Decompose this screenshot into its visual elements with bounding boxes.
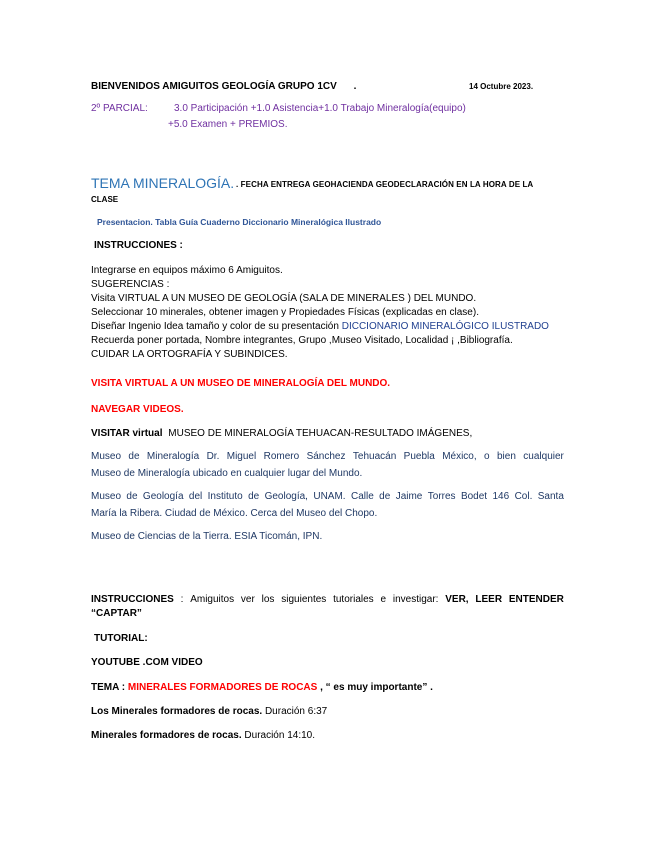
word: Puebla: [403, 451, 435, 462]
word: e: [380, 594, 387, 605]
museo-1-line1: [91, 450, 564, 463]
tema-tutorial-line: [91, 681, 433, 694]
word: cualquier: [523, 451, 564, 462]
instr-line-6: CUIDAR LA ORTOGRAFÍA Y SUBINDICES.: [91, 349, 288, 360]
tutorial-heading: TUTORIAL:: [94, 633, 148, 644]
word: tutoriales: [333, 594, 374, 605]
disenar-prefix: Diseñar Ingenio Idea tamaño y color de su presentación: [91, 321, 342, 332]
word: Geología,: [264, 491, 308, 502]
word: Sánchez: [306, 451, 346, 462]
word: LEER: [475, 594, 503, 605]
word: Tehuacán: [352, 451, 397, 462]
tema-tutorial-rest: , “ es muy importante” .: [320, 682, 433, 693]
instr-line-1: Integrarse en equipos máximo 6 Amiguitos.: [91, 265, 283, 276]
instrucciones2-line2: “CAPTAR”: [91, 608, 142, 619]
word: Santa: [537, 491, 564, 502]
museo-2-line2: María la Ribera. Ciudad de México. Cerca del Museo del Chopo.: [91, 508, 378, 519]
word: Dr.: [206, 451, 220, 462]
word: del: [188, 491, 203, 502]
parcial-label: 2º PARCIAL:: [91, 103, 148, 114]
video-1-duration: Duración 6:37: [264, 706, 328, 717]
word: ENTENDER: [508, 594, 564, 605]
parcial-line1: 3.0 Participación +1.0 Asistencia+1.0 Trabajo Mineralogía(equipo): [174, 103, 466, 114]
word: VER,: [445, 594, 469, 605]
instr-line-5: Recuerda poner portada, Nombre integrantes, Grupo ,Museo Visitado, Localidad ¡ ,Bibliografía.: [91, 335, 513, 346]
word: Col.: [514, 491, 533, 502]
title-text: BIENVENIDOS AMIGUITOS GEOLOGÍA GRUPO 1CV: [91, 81, 337, 92]
word: Bodet: [460, 491, 488, 502]
video-2-title: Minerales formadores de rocas.: [91, 730, 242, 741]
tema-tutorial-label: TEMA :: [91, 682, 126, 693]
visita-heading: VISITA VIRTUAL A UN MUSEO DE MINERALOGÍA DEL MUNDO.: [91, 378, 391, 389]
visitar-line: [91, 427, 472, 440]
word: Museo: [91, 491, 122, 502]
tema-title: TEMA MINERALOGÍA.: [91, 175, 235, 191]
word: 146: [492, 491, 510, 502]
museo-3-line: Museo de Ciencias de la Tierra. ESIA Ticomán, IPN.: [91, 531, 323, 542]
word: de: [379, 491, 391, 502]
instrucciones-heading: INSTRUCCIONES :: [94, 240, 183, 251]
word: Torres: [427, 491, 456, 502]
word: Museo: [91, 451, 122, 462]
word: de: [128, 451, 140, 462]
word: o: [484, 451, 490, 462]
navegar-videos: NAVEGAR VIDEOS.: [91, 404, 184, 415]
word: Romero: [263, 451, 300, 462]
video-2-duration: Duración 14:10.: [244, 730, 316, 741]
word: UNAM.: [313, 491, 346, 502]
youtube-line: YOUTUBE .COM VIDEO: [91, 657, 203, 668]
title-dot: .: [353, 81, 357, 92]
document-title: [91, 80, 356, 93]
disenar-highlight: DICCIONARIO MINERALÓGICO ILUSTRADO: [341, 321, 549, 332]
word: Mineralogía: [146, 451, 200, 462]
instrucciones2-line1: [91, 593, 564, 606]
word: :: [180, 594, 184, 605]
word: bien: [496, 451, 516, 462]
instr-line-4: Seleccionar 10 minerales, obtener imagen y Propiedades Físicas (explicadas en clase).: [91, 307, 479, 318]
video-1-line: [91, 705, 327, 718]
fecha-entrega-line1: [236, 178, 564, 191]
instr-line-2: SUGERENCIAS :: [91, 279, 170, 290]
parcial-line2: +5.0 Examen + PREMIOS.: [168, 119, 288, 130]
word: Amiguitos: [190, 594, 235, 605]
word: los: [261, 594, 275, 605]
presentacion-line: Presentacion. Tabla Guía Cuaderno Diccionario Mineralógica Ilustrado: [97, 217, 382, 227]
document-date: 14 Octubre 2023.: [469, 82, 534, 91]
word: investigar:: [392, 594, 439, 605]
tema-tutorial-red: MINERALES FORMADORES DE ROCAS: [127, 682, 318, 693]
word: siguientes: [281, 594, 327, 605]
fecha-entrega-text: . FECHA ENTREGA GEOHACIENDA GEODECLARACIÓN EN LA HORA DE LA: [236, 180, 534, 189]
instr-line-3: Visita VIRTUAL A UN MUSEO DE GEOLOGÍA (SALA DE MINERALES ) DEL MUNDO.: [91, 293, 477, 304]
visitar-bold: VISITAR virtual: [91, 428, 163, 439]
fecha-entrega-line2: CLASE: [91, 195, 119, 204]
visitar-rest: MUSEO DE MINERALOGÍA TEHUACAN-RESULTADO IMÁGENES,: [168, 428, 473, 439]
word: de: [126, 491, 138, 502]
word: Calle: [350, 491, 374, 502]
word: de: [248, 491, 260, 502]
word: México,: [442, 451, 477, 462]
video-2-line: [91, 729, 315, 742]
word: Geología: [142, 491, 184, 502]
museo-2-line1: [91, 490, 564, 503]
word: INSTRUCCIONES: [91, 594, 174, 605]
word: Instituto: [207, 491, 243, 502]
instr-disenar-line: [91, 320, 549, 333]
museo-1-line2: Museo de Mineralogía ubicado en cualquier lugar del Mundo.: [91, 468, 363, 479]
word: ver: [240, 594, 255, 605]
word: Miguel: [226, 451, 257, 462]
video-1-title: Los Minerales formadores de rocas.: [91, 706, 263, 717]
word: Jaime: [395, 491, 423, 502]
